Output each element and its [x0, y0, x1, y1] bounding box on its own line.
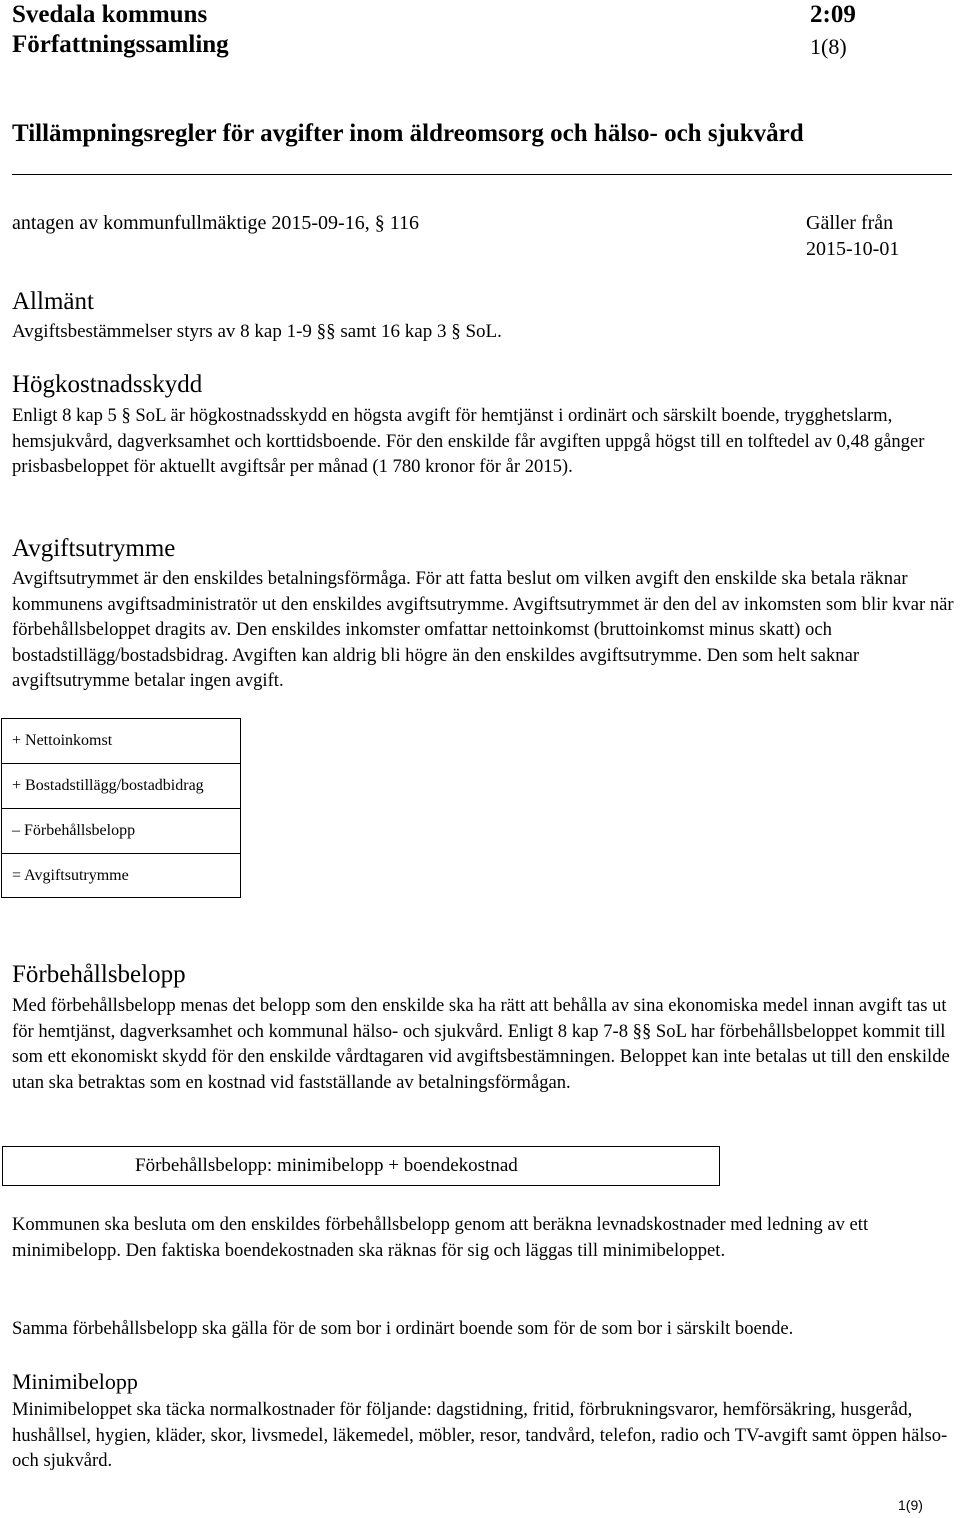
- heading-forbehallsbelopp: Förbehållsbelopp: [12, 961, 186, 988]
- heading-allmant: Allmänt: [12, 288, 94, 315]
- paragraph-minimibelopp: Minimibeloppet ska täcka normalkostnader för följande: dagstidning, fritid, förbrukningsvaror, hemförsäkring, husgeråd, hushållsel, hygien, kläder, skor, livsmedel, läkemedel, möbler, resor, tandvård, telefon, radio och TV-avgift samt öppen hälso- och sjukvård.: [12, 1399, 948, 1471]
- valid-from-date: 2015-10-01: [806, 238, 900, 260]
- collection-name: Författningssamling: [12, 31, 229, 58]
- organization-name: Svedala kommuns: [12, 1, 208, 28]
- paragraph-forbehallsbelopp: Med förbehållsbelopp menas det belopp som den enskilde ska ha rätt att behålla av sina ekonomiska medel innan avgift tas ut för hemtjänst, dagverksamhet och kommunal hälso- och sjukvård. Enligt 8 kap 7-8 §§ SoL har förbehållsbeloppet kommit till som ett ekonomiskt skydd för den enskilde vårdtagaren vid avgiftsbestämningen. Beloppet kan inte betalas ut till den enskilde utan ska betraktas som en kostnad vid fastställande av betalningsförmågan.: [12, 995, 950, 1093]
- paragraph-forbehallsbelopp-same: Samma förbehållsbelopp ska gälla för de som bor i ordinärt boende som för de som bor i särskilt boende.: [12, 1318, 794, 1339]
- forbehallsbelopp-formula-box: Förbehållsbelopp: minimibelopp + boendekostnad: [2, 1146, 720, 1186]
- adoption-info: antagen av kommunfullmäktige 2015-09-16, § 116: [12, 212, 419, 234]
- paragraph-avgiftsutrymme: Avgiftsutrymmet är den enskildes betalningsförmåga. För att fatta beslut om vilken avgift den enskilde ska betala räknar kommunens avgiftsadministratör ut den enskildes avgiftsutrymme. Avgiftsutrymmet är den del av inkomsten som blir kvar när förbehållsbeloppet dragits av. Den enskildes inkomster omfattar nettoinkomst (bruttoinkomst minus skatt) och bostadstillägg/bostadsbidrag. Avgiften kan aldrig bli högre än den enskildes avgiftsutrymme. Den som helt saknar avgiftsutrymme betalar ingen avgift.: [12, 568, 954, 691]
- paragraph-hogkostnadsskydd: Enligt 8 kap 5 § SoL är högkostnadsskydd en högsta avgift för hemtjänst i ordinärt och särskilt boende, trygghetslarm, hemsjukvård, dagverksamhet och korttidsboende. För den enskilde får avgiften uppgå högst till en tolftedel av 0,48 gånger prisbasbeloppet för aktuellt avgiftsår per månad (1 780 kronor för år 2015).: [12, 405, 925, 477]
- title-divider: [12, 174, 952, 175]
- avgiftsutrymme-calculation: [1, 718, 241, 898]
- page-count: 1(8): [810, 34, 847, 59]
- footer-page-number: 1(9): [898, 1497, 923, 1513]
- calc-row-bostadstillagg: + Bostadstillägg/bostadbidrag: [1, 763, 241, 808]
- paragraph-forbehallsbelopp-calc: Kommunen ska besluta om den enskildes förbehållsbelopp genom att beräkna levnadskostnader med ledning av ett minimibelopp. Den faktiska boendekostnaden ska räknas för sig och läggas till minimibeloppet.: [12, 1214, 869, 1261]
- document-number: 2:09: [810, 1, 856, 28]
- valid-from-label: Gäller från: [806, 212, 894, 234]
- heading-hogkostnadsskydd: Högkostnadsskydd: [12, 371, 203, 398]
- calc-row-forbehallsbelopp: – Förbehållsbelopp: [1, 808, 241, 853]
- heading-avgiftsutrymme: Avgiftsutrymme: [12, 535, 176, 562]
- paragraph-allmant: Avgiftsbestämmelser styrs av 8 kap 1-9 §§ samt 16 kap 3 § SoL.: [12, 321, 502, 342]
- heading-minimibelopp: Minimibelopp: [12, 1369, 138, 1394]
- calc-row-avgiftsutrymme: = Avgiftsutrymme: [1, 853, 241, 898]
- document-title: Tillämpningsregler för avgifter inom äldreomsorg och hälso- och sjukvård: [12, 120, 804, 147]
- calc-row-nettoinkomst: + Nettoinkomst: [1, 718, 241, 763]
